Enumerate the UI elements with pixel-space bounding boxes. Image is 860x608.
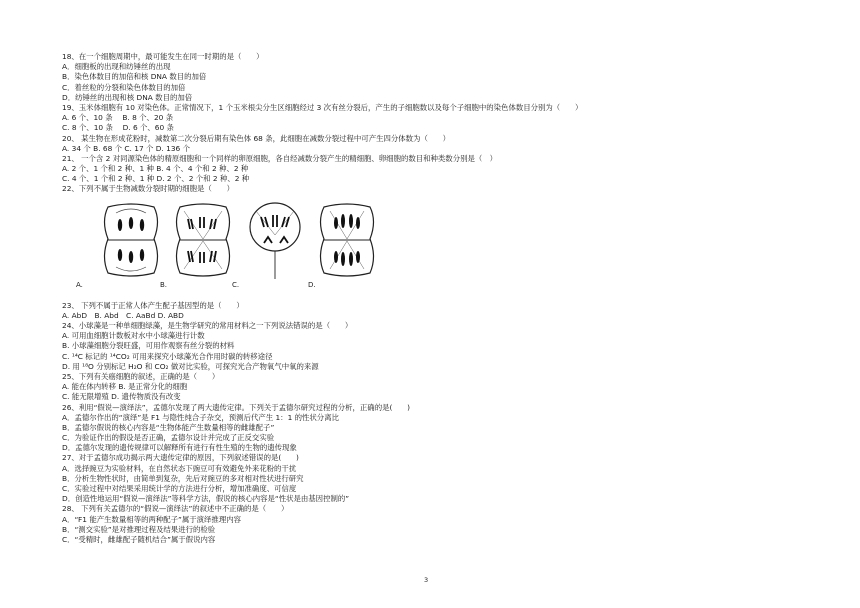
text-line: C．实验过程中对结果采用统计学的方法进行分析，增加准确度、可信度 <box>62 484 297 493</box>
page-number: 3 <box>424 576 429 584</box>
text-line: C. 能无限增殖 D. 遗传物质没有改变 <box>62 392 181 402</box>
text-line: A．孟德尔作出的“演绎”是 F1 与隐性纯合子杂交，预测后代产生 1：1 的性状分离比 <box>62 412 339 422</box>
text-line: C. ¹⁴C 标记的 ¹⁴CO₂ 可用来探究小球藻光合作用时碳的转移途径 <box>62 351 273 361</box>
text-line: 27、对于孟德尔成功揭示两大遗传定律的原因，下列叙述错误的是( ) <box>62 453 299 463</box>
text-line: 24、小球藻是一种单细胞绿藻，是生物学研究的常用材料之一下列说法错误的是（ ） <box>62 321 353 330</box>
text-line: A. 34 个 B. 68 个 C. 17 个 D. 136 个 <box>62 143 190 153</box>
text-line: D. 用 ¹⁸O 分别标记 H₂O 和 CO₂ 做对比实验，可探究光合产物氧气中氧的来源 <box>62 361 319 371</box>
cell-diagram-c <box>242 199 308 281</box>
text-line: B．“测交实验”是对推理过程及结果进行的检验 <box>62 524 216 534</box>
text-line: B．染色体数目的加倍和核 DNA 数目的加倍 <box>62 72 207 82</box>
text-line: C. 4 个、1 个和 2 种、1 种 D. 2 个、2 个和 2 种、2 种 <box>62 174 250 184</box>
figure-label-d: D. <box>308 280 316 289</box>
text-line: D．创造性地运用“假说—演绎法”等科学方法，假说的核心内容是“性状是由基因控制的” <box>62 494 350 504</box>
questions-18-22 <box>62 52 622 195</box>
text-line: 25、下列有关癌细胞的叙述，正确的是（ ） <box>62 371 220 381</box>
text-line: 20、 某生物在形成花粉时，减数第二次分裂后期有染色体 68 条，此细胞在减数分裂过程中可产生四分体数为（ ） <box>62 133 451 143</box>
cell-diagram-a <box>98 199 164 281</box>
text-line: 19、玉米体细胞有 10 对染色体。正常情况下，1 个玉米根尖分生区细胞经过 3 次有丝分裂后，产生的子细胞数以及每个子细胞中的染色体数目分别为（ ） <box>62 102 583 112</box>
text-line: A. 能在体内转移 B. 是正常分化的细胞 <box>62 382 188 392</box>
text-line: A. 6 个、10 条 B. 8 个、20 条 <box>62 113 174 123</box>
text-line: B．分析生物性状时，由简单到复杂，先后对豌豆的多对相对性状进行研究 <box>62 473 304 483</box>
text-line: A. 可用血细胞计数板对水中小球藻进行计数 <box>62 331 205 341</box>
text-line: C．着丝粒的分裂和染色体数目的加倍 <box>62 82 186 92</box>
text-line: 18、在一个细胞周期中，最可能发生在同一时期的是（ ） <box>62 52 264 61</box>
cell-diagram-b <box>170 199 236 281</box>
text-line: 26、利用“假说—演绎法”，孟德尔发现了两大遗传定律。下列关于孟德尔研究过程的分析，正确的是( ) <box>62 402 411 412</box>
figure-label-a: A. <box>76 280 83 289</box>
text-line: 21、 一个含 2 对同源染色体的精原细胞和一个同样的卵原细胞，各自经减数分裂产生的精细胞、卵细胞的数目和种类数分别是（ ） <box>62 153 498 163</box>
text-line: B. 小球藻细胞分裂旺盛，可用作观察有丝分裂的材料 <box>62 341 235 351</box>
figure-label-c: C. <box>232 280 240 289</box>
text-line: 22、下列不属于生物减数分裂时期的细胞是（ ） <box>62 184 235 194</box>
text-line: A．选择豌豆为实验材料，在自然状态下豌豆可有效避免外来花粉的干扰 <box>62 463 297 473</box>
cell-diagram-d <box>314 199 380 281</box>
text-line: D．孟德尔发现的遗传规律可以解释所有进行有性生殖的生物的遗传现象 <box>62 443 297 453</box>
text-line: A. 2 个、1 个和 2 种、1 种 B. 4 个、4 个和 2 种、2 种 <box>62 164 249 174</box>
text-line: 28、 下列有关孟德尔的“假说—演绎法”的叙述中不正确的是（ ） <box>62 504 289 514</box>
question-column <box>62 52 622 545</box>
questions-23-28 <box>62 301 622 546</box>
text-line: A．“F1 能产生数量相等的两种配子”属于演绎推理内容 <box>62 514 241 524</box>
text-line: C. 8 个、10 条 D. 6 个、60 条 <box>62 123 174 133</box>
cell-division-figure <box>62 195 622 301</box>
text-line: 23、 下列不属于正常人体产生配子基因型的是（ ） <box>62 300 244 310</box>
text-line: C．为验证作出的假设是否正确，孟德尔设计并完成了正反交实验 <box>62 433 275 443</box>
text-line: C．“受精时，雌雄配子随机结合”属于假说内容 <box>62 534 216 544</box>
text-line: D．纺锤丝的出现和核 DNA 数目的加倍 <box>62 92 193 102</box>
text-line: B．孟德尔假说的核心内容是“生物体能产生数量相等的雌雄配子” <box>62 422 275 432</box>
text-line: A. AbD B. Abd C. AaBd D. ABD <box>62 310 184 320</box>
text-line: A．细胞板的出现和纺锤丝的出现 <box>62 62 171 72</box>
figure-label-b: B. <box>160 280 168 289</box>
